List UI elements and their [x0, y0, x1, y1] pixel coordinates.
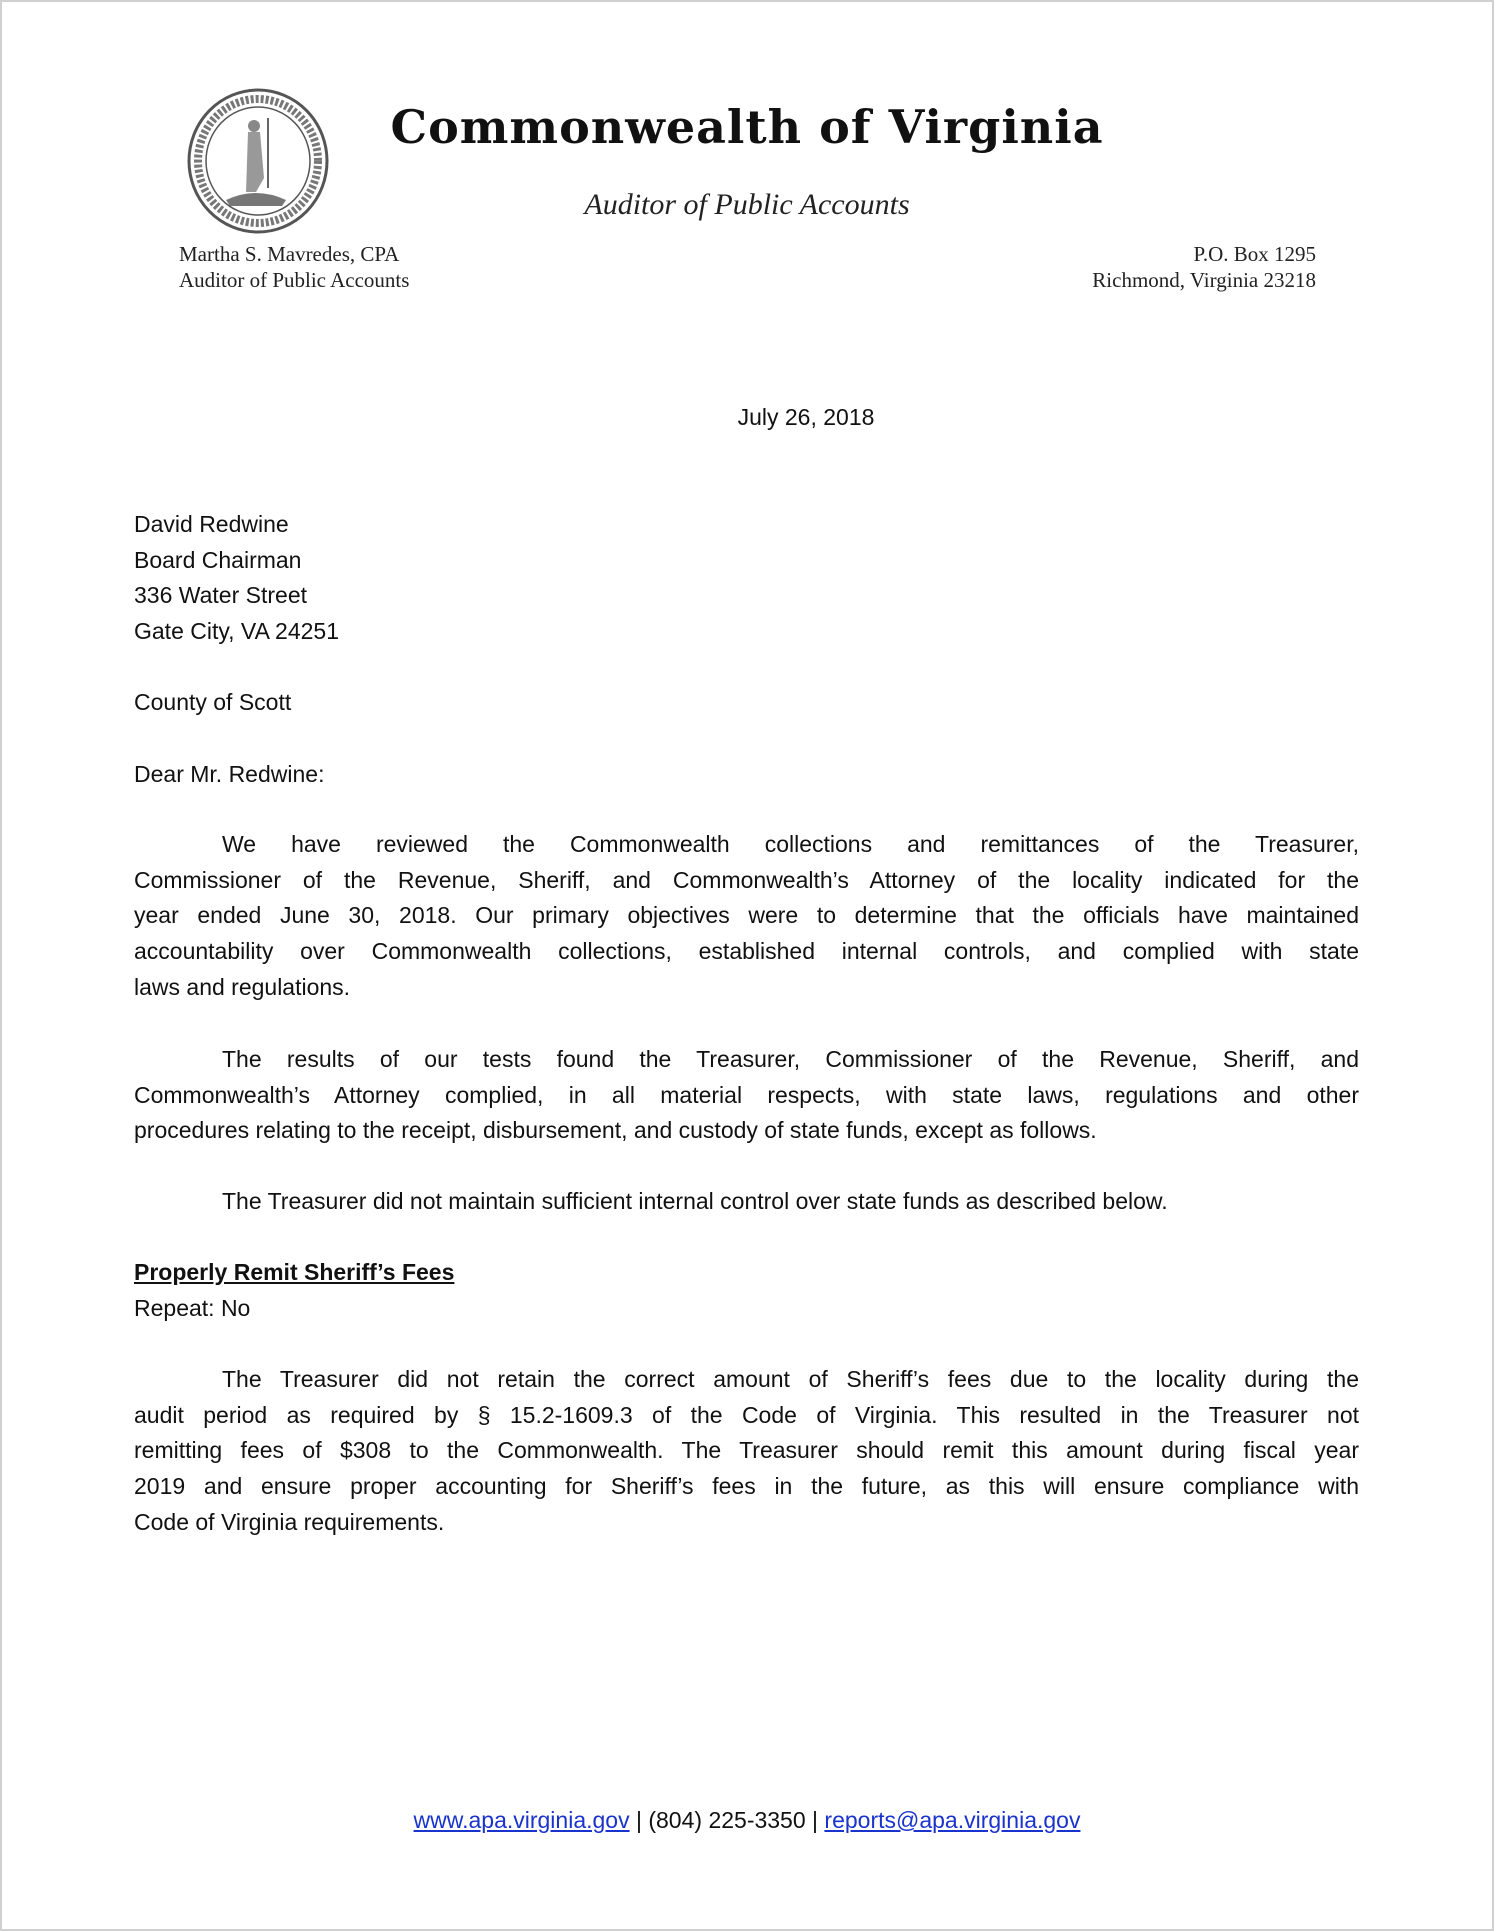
paragraph-line: Code of Virginia requirements. — [134, 1508, 445, 1535]
footer — [0, 1807, 1494, 1834]
letterhead-title: Commonwealth of Virginia — [390, 100, 1104, 154]
finding-heading: Properly Remit Sheriff’s Fees — [134, 1259, 455, 1285]
recipient-title: Board Chairman — [134, 546, 302, 573]
auditor-info — [179, 241, 409, 293]
salutation: Dear Mr. Redwine: — [134, 761, 325, 787]
locality: County of Scott — [134, 689, 292, 715]
paragraph-line: laws and regulations. — [134, 973, 351, 1000]
paragraph-line: accountability over Commonwealth collections, established internal controls, and complied with state — [134, 938, 1359, 965]
paragraph-line: 2019 and ensure proper accounting for Sheriff’s fees in the future, as this will ensure compliance with — [134, 1473, 1359, 1500]
paragraph-line: The results of our tests found the Treasurer, Commissioner of the Revenue, Sheriff, and — [222, 1046, 1359, 1072]
letter-date: July 26, 2018 — [737, 404, 875, 430]
footer-separator: | — [805, 1807, 825, 1833]
phone-number: (804) 225-3350 — [648, 1807, 806, 1833]
recipient-street: 336 Water Street — [134, 582, 308, 609]
paragraph-line: year ended June 30, 2018. Our primary objectives were to determine that the officials have maintained — [134, 902, 1359, 929]
letterhead-subtitle: Auditor of Public Accounts — [584, 188, 910, 221]
paragraph-line: Commissioner of the Revenue, Sheriff, and Commonwealth’s Attorney of the locality indicated for the — [134, 866, 1359, 893]
auditor-title: Auditor of Public Accounts — [179, 268, 410, 292]
paragraph-line: We have reviewed the Commonwealth collections and remittances of the Treasurer, — [222, 831, 1359, 857]
paragraph-line: Commonwealth’s Attorney complied, in all material respects, with state laws, regulations and other — [134, 1081, 1359, 1108]
paragraph-line: audit period as required by § 15.2-1609.3 of the Code of Virginia. This resulted in the Treasurer not — [134, 1401, 1359, 1428]
email-link[interactable]: reports@apa.virginia.gov — [824, 1807, 1081, 1833]
footer-separator: | — [629, 1807, 649, 1833]
city-state-zip: Richmond, Virginia 23218 — [1092, 268, 1316, 292]
website-link[interactable]: www.apa.virginia.gov — [413, 1807, 630, 1833]
repeat-status: Repeat: No — [134, 1294, 251, 1321]
po-box: P.O. Box 1295 — [1193, 242, 1316, 266]
recipient-city: Gate City, VA 24251 — [134, 618, 339, 645]
paragraph-line: remitting fees of $308 to the Commonwealth. The Treasurer should remit this amount during fiscal year — [134, 1437, 1359, 1464]
mailing-address — [1092, 241, 1316, 293]
paragraph-4 — [134, 1362, 1359, 1541]
recipient-name: David Redwine — [134, 511, 289, 537]
finding — [134, 1255, 1359, 1326]
paragraph-3: The Treasurer did not maintain sufficient internal control over state funds as described below. — [222, 1188, 1168, 1214]
paragraph-1 — [134, 827, 1359, 1006]
paragraph-2 — [134, 1042, 1359, 1149]
paragraph-line: procedures relating to the receipt, disbursement, and custody of state funds, except as follows. — [134, 1117, 1097, 1144]
auditor-name: Martha S. Mavredes, CPA — [179, 242, 400, 266]
recipient-address — [134, 507, 1359, 650]
paragraph-line: The Treasurer did not retain the correct amount of Sheriff’s fees due to the locality during the — [222, 1366, 1359, 1392]
